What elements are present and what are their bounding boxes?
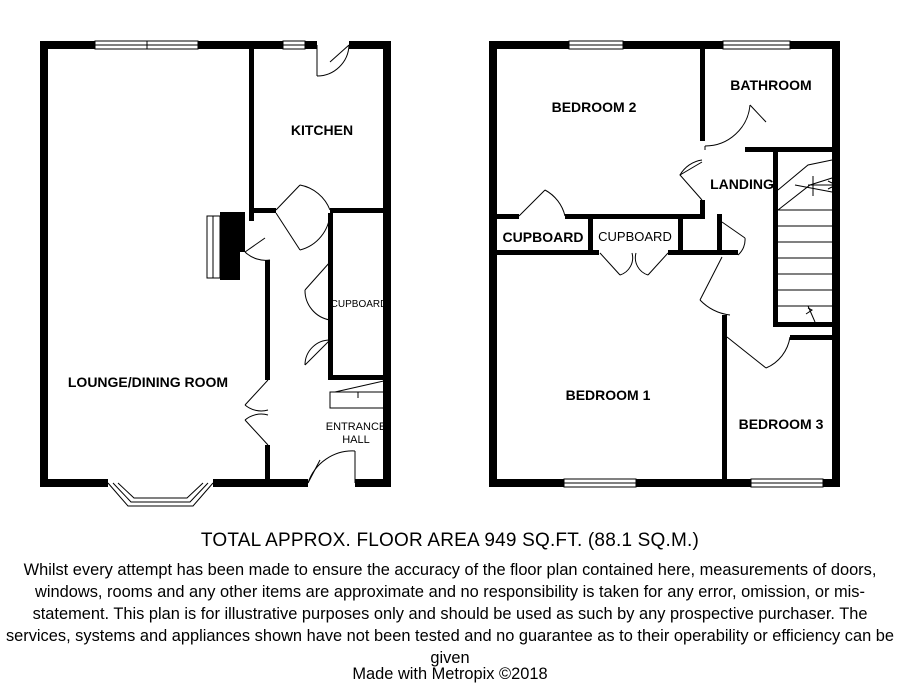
cupboard-bottom-wall	[328, 375, 391, 380]
cupboard-left-wall	[328, 213, 333, 378]
credit-text: Made with Metropix ©2018	[352, 665, 548, 683]
ground-wall-bottom-left	[40, 479, 108, 487]
first-floor-plan	[489, 41, 840, 487]
first-wall-bottom-2	[636, 479, 751, 487]
bay-window	[108, 483, 213, 506]
disclaimer-text: Whilst every attempt has been made to ensure the accuracy of the floor plan contained here, measurements of doors, windows, rooms and any other items are approximate and no responsibility is taken for any error, omission, or mis-statement. This plan is for illustrative purposes only and should be used as such by any prospective purchaser. The services, systems and appliances shown have not been tested and no guarantee as to their operability or efficiency can be given	[5, 561, 895, 667]
ground-wall-bottom-mid	[213, 479, 308, 487]
first-wall-bottom-1	[489, 479, 564, 487]
label-cupboard-right: CUPBOARD	[598, 229, 672, 244]
label-lounge-dining: LOUNGE/DINING ROOM	[67, 374, 229, 390]
ground-wall-top-mid	[198, 41, 283, 49]
label-bathroom: BATHROOM	[730, 77, 812, 93]
kitchen-bottom-wall-left	[249, 208, 276, 213]
total-floor-area: TOTAL APPROX. FLOOR AREA 949 SQ.FT. (88.1 SQ.M.)	[200, 530, 700, 551]
bathroom-left-wall	[700, 41, 705, 141]
staircase	[778, 160, 832, 322]
cupboard-divider-2	[678, 214, 683, 255]
label-kitchen: KITCHEN	[290, 122, 354, 138]
bedroom2-bottom-wall-left	[489, 214, 519, 219]
label-landing: LANDING	[710, 176, 774, 192]
cupboard-divider-3	[717, 214, 722, 255]
first-wall-right-lower	[832, 335, 840, 487]
stair-bottom-wall	[778, 322, 840, 327]
label-entrance: ENTRANCE	[325, 421, 387, 433]
hall-wall-upper	[240, 212, 245, 252]
first-wall-top-2	[623, 41, 723, 49]
hall-wall-lower	[265, 445, 270, 487]
first-wall-right-upper	[832, 41, 840, 341]
bathroom-bottom-wall	[745, 147, 840, 152]
ground-wall-left	[40, 41, 48, 487]
bedroom3-top-wall	[790, 335, 840, 340]
kitchen-lounge-wall	[249, 41, 254, 221]
label-bedroom3: BEDROOM 3	[738, 416, 824, 432]
hall-wall-main	[265, 260, 270, 380]
chimney-breast	[220, 212, 240, 280]
label-bedroom2: BEDROOM 2	[551, 99, 637, 115]
cupboard-divider-1	[588, 214, 593, 255]
cupboards-bottom-wall	[489, 250, 599, 255]
label-cupboard-ground: CUPBOARD	[330, 299, 388, 310]
ground-wall-top-left	[40, 41, 95, 49]
kitchen-bottom-wall-right	[330, 208, 391, 213]
label-cupboard-left: CUPBOARD	[502, 229, 584, 245]
label-hall: HALL	[342, 434, 370, 446]
understairs	[330, 392, 388, 408]
bedroom2-bottom-wall-right	[565, 214, 705, 219]
ground-floor-plan	[40, 41, 391, 506]
bedroom3-left-wall	[722, 315, 727, 487]
ground-wall-bottom-right	[355, 479, 391, 487]
first-wall-left	[489, 41, 497, 487]
first-wall-top-1	[489, 41, 569, 49]
first-wall-bottom-3	[823, 479, 840, 487]
ground-wall-top-right	[305, 41, 317, 49]
label-bedroom1: BEDROOM 1	[565, 387, 651, 403]
